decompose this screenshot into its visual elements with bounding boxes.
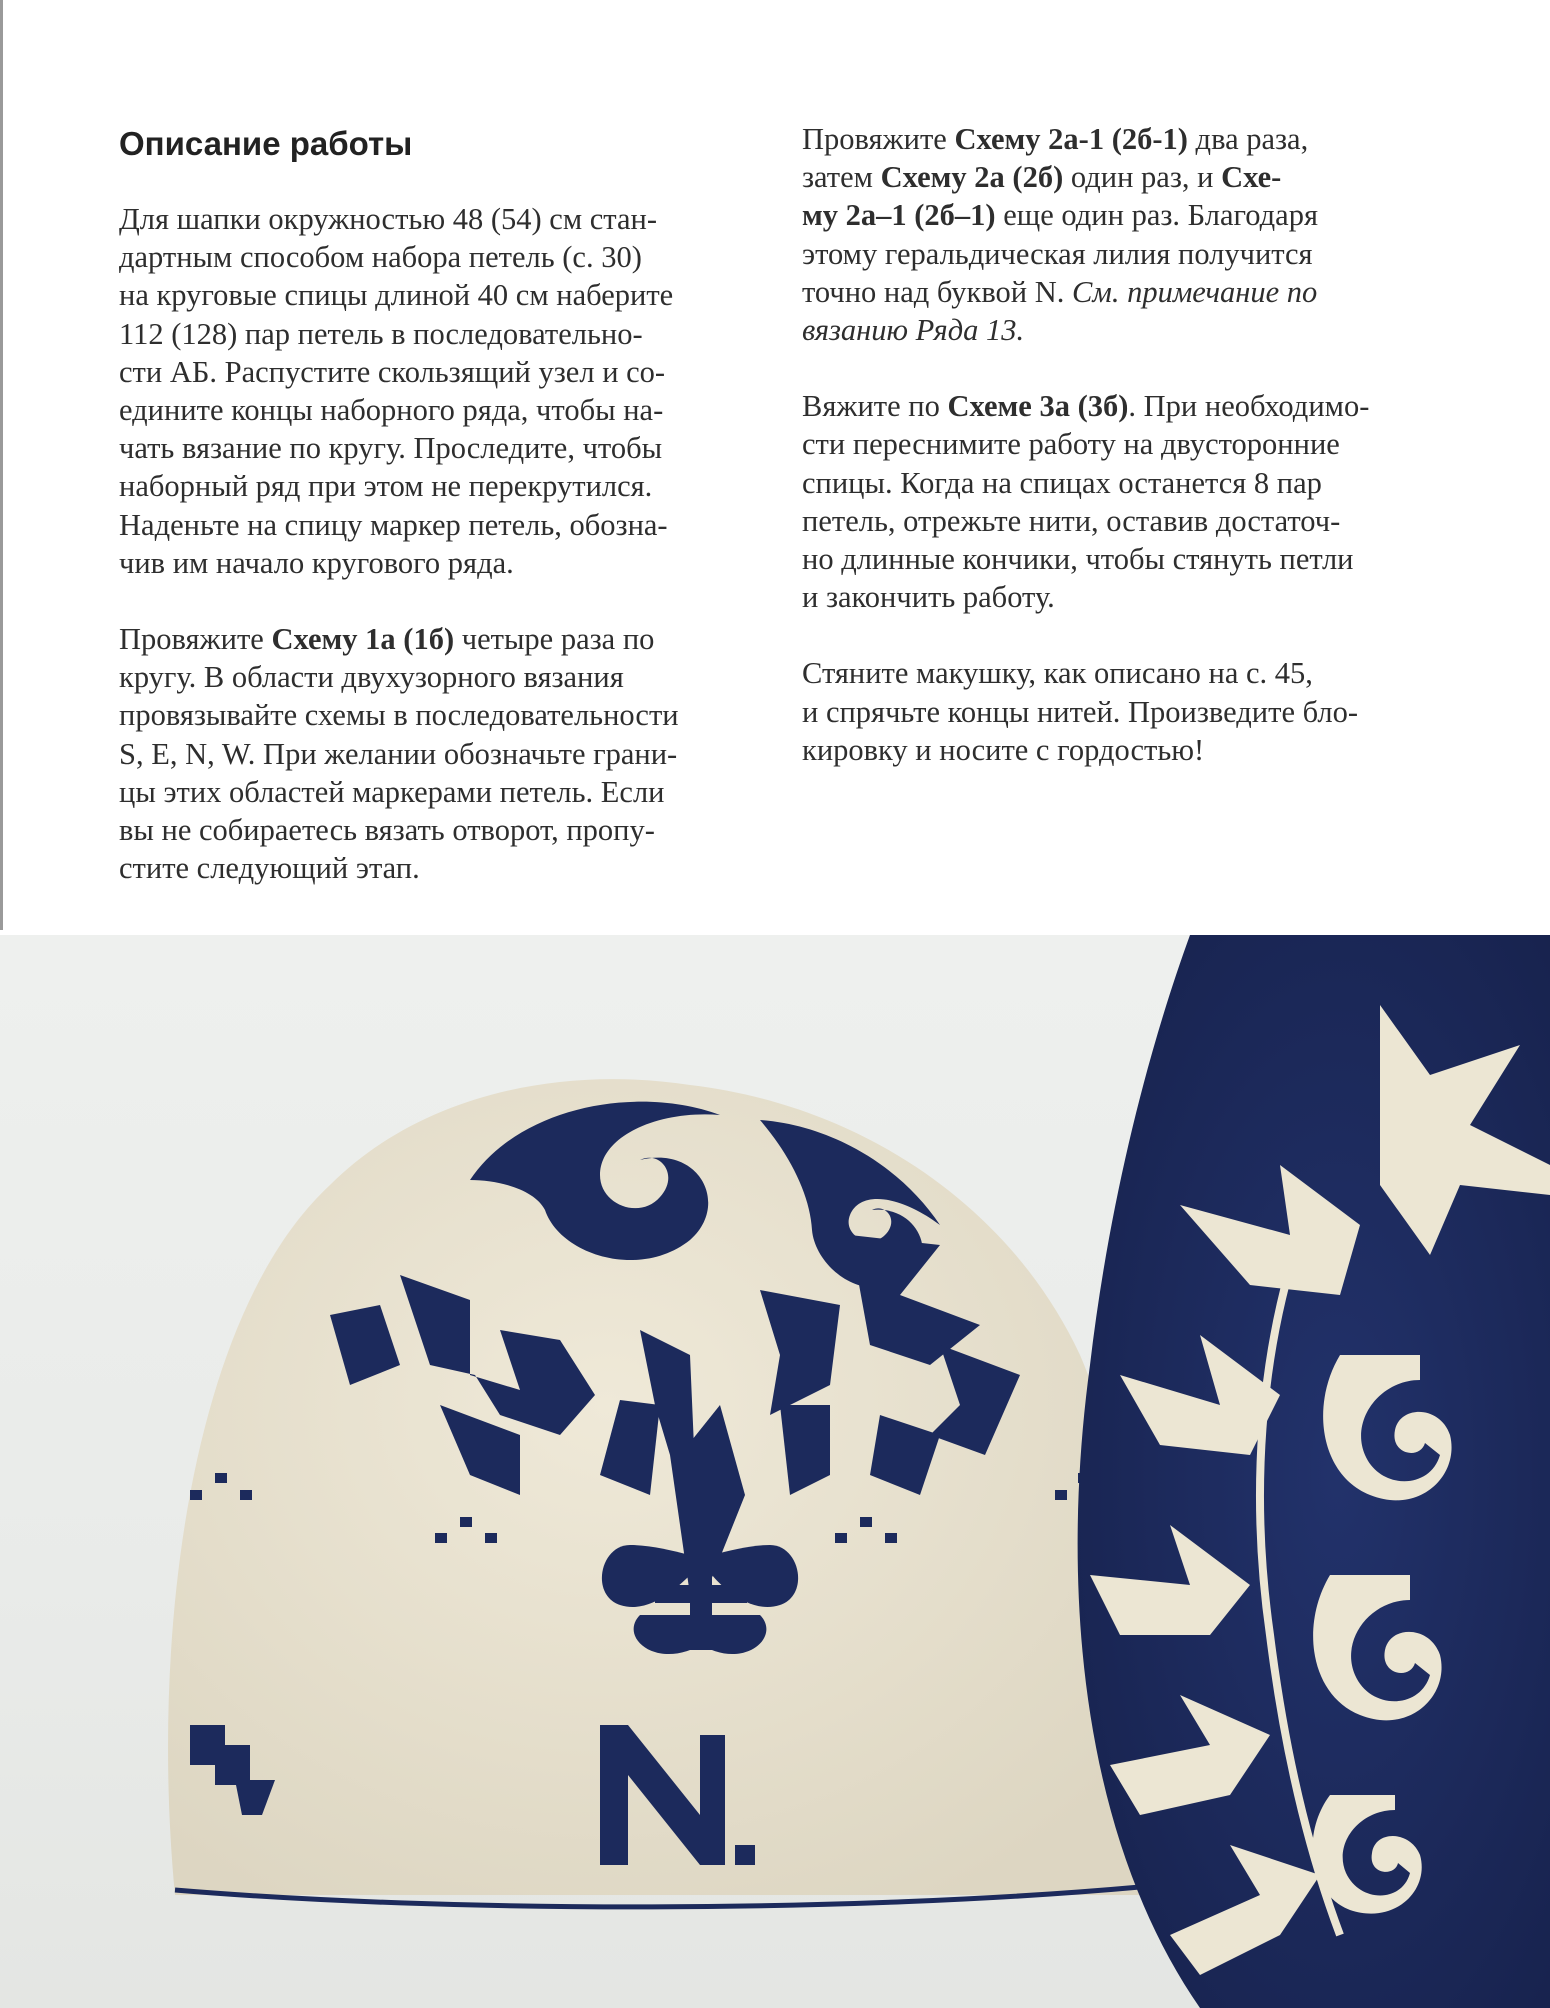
text-run: Вяжите по (802, 389, 948, 424)
hat-photo (0, 935, 1550, 2008)
chart-reference: Схе- (1221, 160, 1282, 195)
section-heading: Описание работы (119, 125, 413, 162)
text-run: затем (802, 160, 881, 195)
text-line: дартным способом набора петель (с. 30) (119, 240, 642, 275)
text-line: но длинные кончики, чтобы стянуть петли (802, 542, 1354, 577)
text-line: петель, отрежьте нити, оставив достаточ- (802, 503, 1341, 538)
text-line: S, E, N, W. При желании обозначьте грани- (119, 736, 678, 771)
paragraph-cast-on (119, 200, 759, 582)
chart-reference: Схеме 3а (3б) (947, 389, 1129, 424)
text-line: и спрячьте концы нитей. Произведите бло- (802, 694, 1358, 729)
italic-note: См. примечание по (1072, 274, 1318, 309)
text-line (802, 120, 1442, 158)
text-run: еще один раз. Благодаря (995, 198, 1318, 233)
text-run: Провяжите (119, 622, 272, 657)
text-line: Стяните макушку, как описано на с. 45, (802, 656, 1313, 691)
text-line: этому геральдическая лилия получится (802, 236, 1313, 271)
text-line: сти переснимите работу на двусторонние (802, 427, 1340, 462)
hat-photo-illustration (0, 935, 1550, 2008)
text-line: спицы. Когда на спицах останется 8 пар (802, 465, 1322, 500)
text-line: Для шапки окружностью 48 (54) см стан- (119, 202, 658, 236)
text-line: провязывайте схемы в последовательности (119, 698, 679, 733)
chart-reference: Схему 1а (1б) (271, 622, 455, 657)
navy-hat (1078, 935, 1550, 2008)
text-area (119, 120, 1439, 920)
text-line: кировку и носите с гордостью! (802, 732, 1205, 767)
text-line: кругу. В области двухузорного вязания (119, 660, 624, 695)
text-line: цы этих областей маркерами петель. Если (119, 774, 665, 809)
cream-hat (168, 1079, 1143, 1907)
text-line: Наденьте на спицу маркер петель, обозна- (119, 507, 668, 542)
text-run: . При необходимо- (1128, 389, 1370, 424)
right-column (802, 120, 1442, 807)
chart-reference: Схему 2а-1 (2б-1) (954, 122, 1188, 156)
left-margin-rule (0, 0, 3, 930)
paragraph-finishing (802, 654, 1442, 769)
text-line: и закончить работу. (802, 580, 1055, 615)
chart-reference: му 2а–1 (2б–1) (802, 198, 996, 233)
chart-reference: Схему 2а (2б) (880, 160, 1064, 195)
text-run: Провяжите (802, 122, 955, 156)
text-line: вы не собираетесь вязать отворот, пропу- (119, 813, 655, 848)
text-line (802, 158, 1442, 196)
text-line: сти АБ. Распустите скользящий узел и со- (119, 354, 666, 389)
paragraph-chart-3 (802, 387, 1442, 616)
paragraph-chart-1 (119, 620, 759, 887)
text-line: 112 (128) пар петель в последовательно- (119, 316, 643, 351)
text-run: два раза, (1187, 122, 1309, 156)
text-run: точно над буквой N. (802, 274, 1073, 309)
text-line: наборный ряд при этом не перекрутился. (119, 469, 653, 504)
text-line: на круговые спицы длиной 40 см наберите (119, 278, 674, 313)
text-line: чив им начало кругового ряда. (119, 545, 514, 580)
text-line: стите следующий этап. (119, 851, 420, 886)
italic-note: вязанию Ряда 13. (802, 313, 1025, 348)
paragraph-chart-2 (802, 120, 1442, 349)
text-run: четыре раза по (454, 622, 655, 657)
text-line (119, 620, 759, 658)
text-line: едините концы наборного ряда, чтобы на- (119, 393, 664, 428)
text-run: один раз, и (1063, 160, 1222, 195)
text-line (802, 387, 1442, 425)
left-column (119, 120, 759, 925)
text-line: чать вязание по кругу. Проследите, чтобы (119, 431, 663, 466)
text-line (802, 273, 1442, 311)
text-line (802, 196, 1442, 234)
